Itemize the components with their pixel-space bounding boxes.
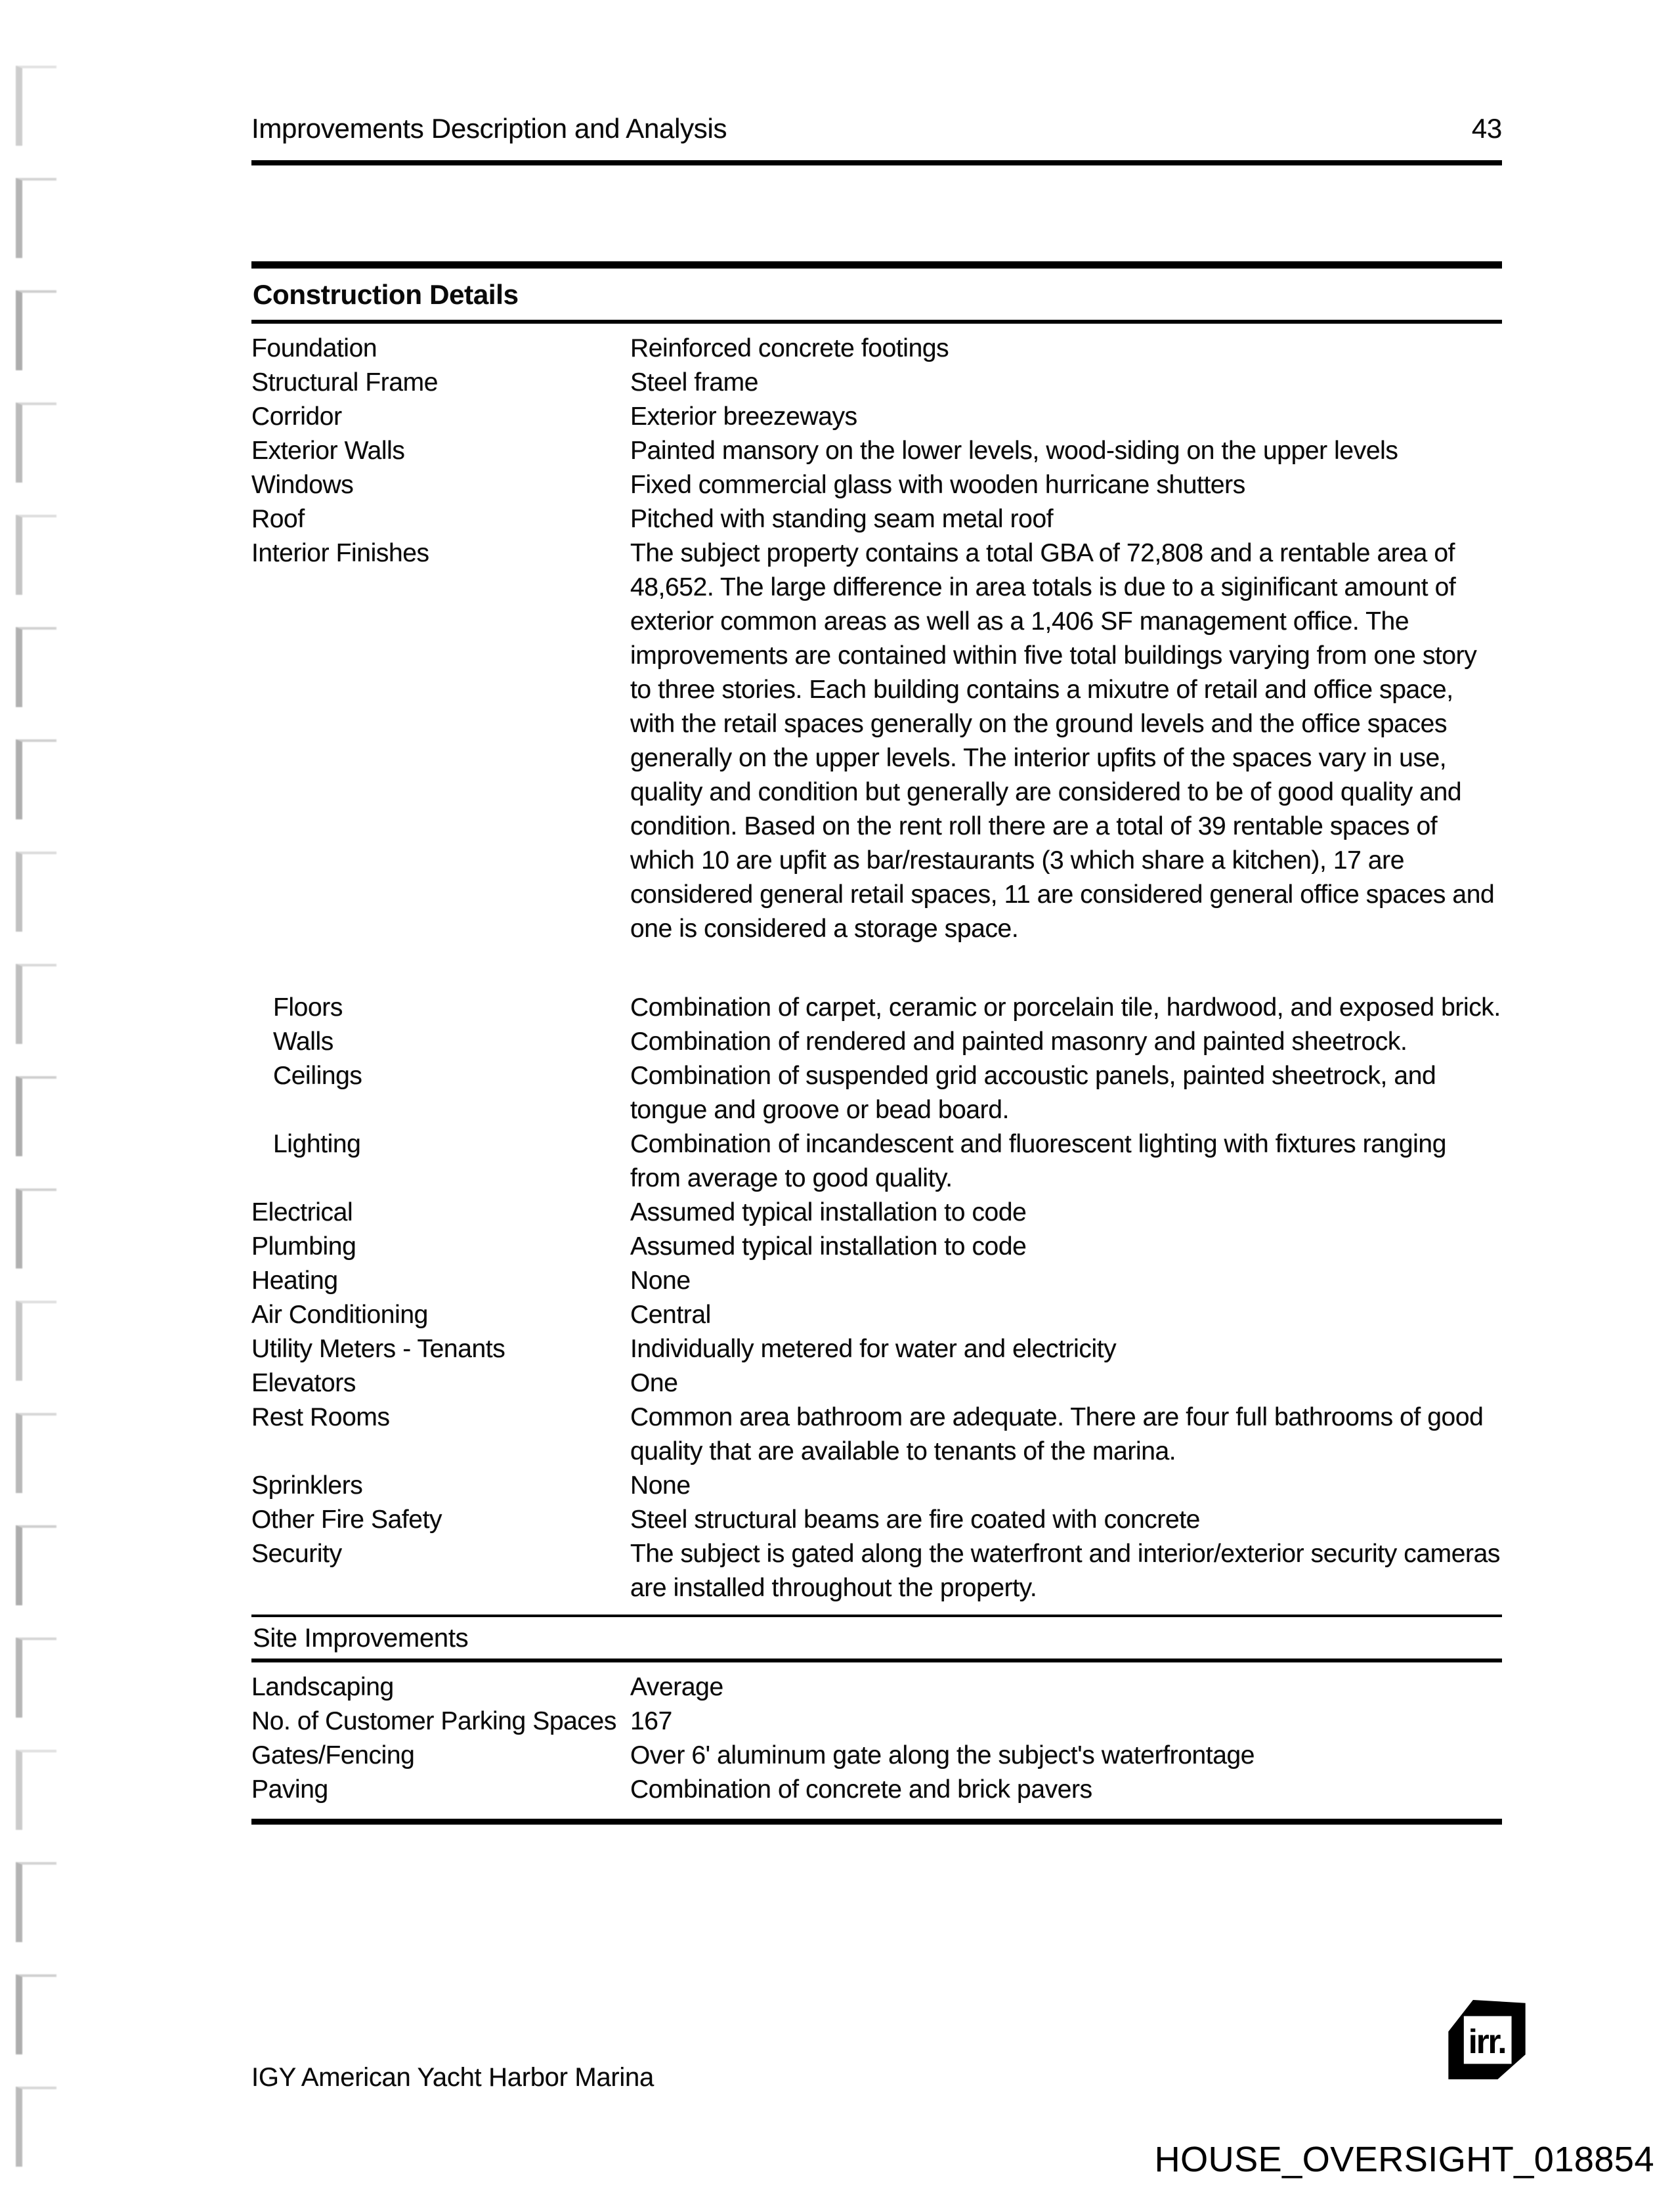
row-label: Paving — [251, 1775, 328, 1804]
row-value: The subject is gated along the waterfront and interior/exterior security cameras are installed throughout the property. — [630, 1540, 1501, 1602]
construction-details-table — [251, 261, 1502, 1825]
row-label: No. of Customer Parking Spaces — [251, 1707, 616, 1735]
page-number: 43 — [1471, 113, 1502, 144]
row-value: Individually metered for water and electricity — [630, 1335, 1117, 1363]
binding-hole-mark — [16, 1413, 56, 1493]
table-row — [251, 1059, 1502, 1127]
row-label: Sprinklers — [251, 1471, 363, 1500]
row-value: Painted mansory on the lower levels, wood-siding on the upper levels — [630, 437, 1398, 465]
binding-hole-mark — [16, 515, 56, 595]
row-value: Assumed typical installation to code — [630, 1198, 1027, 1226]
row-value: 167 — [630, 1707, 672, 1735]
row-label: Foundation — [251, 334, 377, 362]
row-value: Exterior breezeways — [630, 402, 857, 431]
bates-stamp: HOUSE_OVERSIGHT_018854 — [1154, 2140, 1654, 2179]
construction-details-title: Construction Details — [251, 269, 1502, 324]
row-value: Assumed typical installation to code — [630, 1232, 1027, 1261]
table-row — [251, 1469, 1502, 1503]
binding-hole-mark — [16, 964, 56, 1044]
irr-logo — [1448, 2000, 1526, 2080]
row-label: Security — [251, 1540, 342, 1568]
row-value: Combination of suspended grid accoustic panels, painted sheetrock, and tongue and groove or bead board. — [630, 1062, 1436, 1124]
row-label: Lighting — [273, 1130, 361, 1158]
footer-property-name: IGY American Yacht Harbor Marina — [251, 2063, 654, 2092]
construction-details-rows — [251, 324, 1502, 1617]
binding-hole-mark — [16, 178, 56, 258]
row-value: Steel frame — [630, 368, 759, 397]
binding-hole-mark — [16, 627, 56, 707]
table-row — [251, 1503, 1502, 1537]
row-label: Windows — [251, 471, 354, 499]
row-value: Combination of incandescent and fluorescent lighting with fixtures ranging from average to good quality. — [630, 1130, 1446, 1192]
row-label: Rest Rooms — [251, 1403, 390, 1431]
table-row — [251, 1773, 1502, 1807]
table-row — [251, 1127, 1502, 1196]
row-label: Elevators — [251, 1369, 356, 1397]
row-label: Exterior Walls — [251, 437, 405, 465]
page-title: Improvements Description and Analysis — [251, 113, 727, 144]
irr-logo-cube — [1448, 2000, 1526, 2080]
table-row — [251, 1298, 1502, 1332]
table-row — [251, 1366, 1502, 1400]
binding-hole-mark — [16, 1525, 56, 1605]
binding-hole-mark — [16, 1750, 56, 1830]
row-value: None — [630, 1471, 691, 1500]
table-row — [251, 1739, 1502, 1773]
binding-hole-mark — [16, 2087, 56, 2167]
row-value: The subject property contains a total GBA of 72,808 and a rentable area of 48,652. The large difference in area totals is due to a siginificant amount of exterior common areas as well as a 1,406 SF management office. The improvements are contained within five total buildings varying from one story to three stories. Each building contains a mixutre of retail and office space, with the retail spaces generally on the ground levels and the office spaces generally on the upper levels. The interior upfits of the spaces vary in use, quality and condition but generally are considered to be of good quality and condition. Based on the rent roll there are a total of 39 rentable spaces of which 10 are upfit as bar/restaurants (3 which share a kitchen), 17 are considered general retail spaces, 11 are considered general office spaces and one is considered a storage space. — [630, 539, 1495, 943]
row-label: Ceilings — [273, 1062, 362, 1090]
row-label: Structural Frame — [251, 368, 439, 397]
binding-hole-mark — [16, 1637, 56, 1718]
row-value: Fixed commercial glass with wooden hurricane shutters — [630, 471, 1245, 499]
row-label: Utility Meters - Tenants — [251, 1335, 505, 1363]
table-row — [251, 1400, 1502, 1469]
row-label: Roof — [251, 505, 305, 533]
scan-binding-marks — [16, 0, 75, 2212]
table-row — [251, 1704, 1502, 1739]
row-value: Common area bathroom are adequate. There are four full bathrooms of good quality that are available to tenants of the marina. — [630, 1403, 1484, 1465]
table-row — [251, 400, 1502, 434]
row-value: Combination of rendered and painted masonry and painted sheetrock. — [630, 1028, 1407, 1056]
row-value: Steel structural beams are fire coated with concrete — [630, 1506, 1200, 1534]
row-label: Air Conditioning — [251, 1301, 428, 1329]
row-value: Reinforced concrete footings — [630, 334, 949, 362]
binding-hole-mark — [16, 1076, 56, 1156]
row-label: Other Fire Safety — [251, 1506, 442, 1534]
row-label: Corridor — [251, 402, 342, 431]
table-row — [251, 332, 1502, 366]
site-improvements-title: Site Improvements — [251, 1617, 1502, 1662]
irr-logo-text: irr. — [1468, 2022, 1506, 2060]
table-row — [251, 366, 1502, 400]
row-label: Landscaping — [251, 1673, 394, 1701]
page-header — [251, 113, 1502, 165]
row-label: Electrical — [251, 1198, 353, 1226]
table-row — [251, 1196, 1502, 1230]
row-value: Pitched with standing seam metal roof — [630, 505, 1054, 533]
table-row — [251, 1025, 1502, 1059]
binding-hole-mark — [16, 402, 56, 483]
row-value: None — [630, 1267, 691, 1295]
binding-hole-mark — [16, 739, 56, 819]
binding-hole-mark — [16, 1974, 56, 2054]
table-row — [251, 536, 1502, 946]
site-improvements-rows — [251, 1662, 1502, 1825]
binding-hole-mark — [16, 290, 56, 370]
row-label: Walls — [273, 1028, 333, 1056]
row-value: Combination of carpet, ceramic or porcelain tile, hardwood, and exposed brick. — [630, 993, 1501, 1022]
binding-hole-mark — [16, 1862, 56, 1942]
row-label: Interior Finishes — [251, 539, 429, 567]
table-row — [251, 468, 1502, 502]
table-row — [251, 1537, 1502, 1605]
table-row — [251, 502, 1502, 536]
table-row — [251, 434, 1502, 468]
table-row — [251, 1264, 1502, 1298]
row-label: Plumbing — [251, 1232, 356, 1261]
row-value: Average — [630, 1673, 723, 1701]
row-value: Combination of concrete and brick pavers — [630, 1775, 1092, 1804]
binding-hole-mark — [16, 66, 56, 146]
table-row — [251, 1332, 1502, 1366]
table-row — [251, 1670, 1502, 1704]
binding-hole-mark — [16, 1301, 56, 1381]
table-row — [251, 991, 1502, 1025]
row-value: Central — [630, 1301, 711, 1329]
row-value: Over 6' aluminum gate along the subject's waterfrontage — [630, 1741, 1255, 1769]
table-row — [251, 1230, 1502, 1264]
row-value: One — [630, 1369, 678, 1397]
row-label: Gates/Fencing — [251, 1741, 415, 1769]
row-label: Floors — [273, 993, 343, 1022]
row-label: Heating — [251, 1267, 338, 1295]
binding-hole-mark — [16, 852, 56, 932]
binding-hole-mark — [16, 1188, 56, 1269]
